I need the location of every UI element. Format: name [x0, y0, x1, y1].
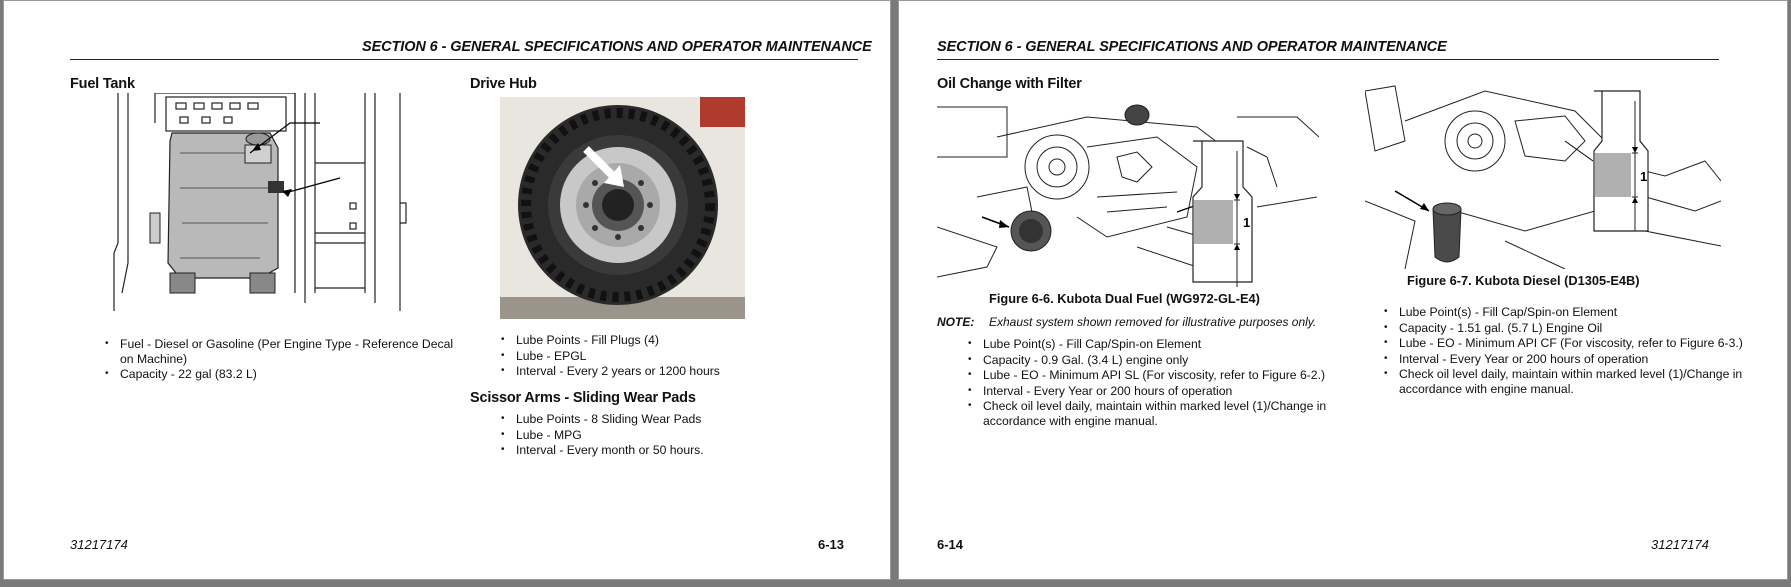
section-header: SECTION 6 - GENERAL SPECIFICATIONS AND OPERATOR MAINTENANCE	[362, 39, 872, 55]
list-item: • Capacity - 0.9 Gal. (3.4 L) engine only	[967, 353, 1337, 368]
header-rule	[937, 59, 1719, 60]
list-item: • Interval - Every Year or 200 hours of operation	[1383, 352, 1753, 367]
kubota-diesel-figure	[1365, 81, 1721, 269]
dipstick-marker-1: 1	[1243, 215, 1251, 230]
list-item: • Lube Point(s) - Fill Cap/Spin-on Element	[967, 337, 1337, 352]
list-item: • Lube Point(s) - Fill Cap/Spin-on Element	[1383, 305, 1753, 320]
list-item: • Lube - EO - Minimum API SL (For viscosity, refer to Figure 6-2.)	[967, 368, 1337, 383]
page-number: 6-13	[818, 537, 845, 552]
fuel-tank-figure	[110, 93, 410, 311]
note-label: NOTE:	[937, 315, 975, 329]
list-item: • Lube - EO - Minimum API CF (For viscosity, refer to Figure 6-3.)	[1383, 336, 1753, 351]
list-item: • Lube - MPG	[500, 428, 840, 443]
oil-change-list	[967, 337, 1337, 429]
list-item: • Fuel - Diesel or Gasoline (Per Engine Type - Reference Decal on Machine)	[104, 337, 464, 366]
list-item: • Check oil level daily, maintain within marked level (1)/Change in accordance with engine manual.	[967, 399, 1337, 428]
drive-hub-figure	[500, 97, 745, 319]
list-item: • Capacity - 1.51 gal. (5.7 L) Engine Oil	[1383, 321, 1753, 336]
diesel-list	[1383, 305, 1753, 397]
list-item: • Interval - Every 2 years or 1200 hours	[500, 364, 840, 379]
oil-change-heading: Oil Change with Filter	[937, 76, 1082, 92]
dipstick-marker-1: 1	[1640, 169, 1648, 184]
drive-hub-list	[500, 333, 840, 380]
section-header: SECTION 6 - GENERAL SPECIFICATIONS AND OPERATOR MAINTENANCE	[937, 39, 1447, 55]
list-item: • Interval - Every month or 50 hours.	[500, 443, 840, 458]
figure-6-6-caption: Figure 6-6. Kubota Dual Fuel (WG972-GL-E4)	[989, 291, 1260, 306]
scissor-arms-list	[500, 412, 840, 459]
note-text: Exhaust system shown removed for illustrative purposes only.	[989, 315, 1317, 329]
list-item: • Interval - Every Year or 200 hours of operation	[967, 384, 1337, 399]
document-number: 31217174	[70, 537, 128, 552]
figure-6-7-caption: Figure 6-7. Kubota Diesel (D1305-E4B)	[1407, 273, 1640, 288]
list-item: • Check oil level daily, maintain within marked level (1)/Change in accordance with engine manual.	[1383, 367, 1753, 396]
header-rule	[70, 59, 858, 60]
fuel-tank-list	[104, 337, 464, 383]
list-item: • Lube - EPGL	[500, 349, 840, 364]
kubota-dual-fuel-figure	[937, 97, 1319, 287]
document-number: 31217174	[1651, 537, 1709, 552]
page-number: 6-14	[937, 537, 964, 552]
drive-hub-heading: Drive Hub	[470, 76, 537, 92]
list-item: • Lube Points - Fill Plugs (4)	[500, 333, 840, 348]
page-6-13	[3, 0, 891, 580]
fuel-tank-heading: Fuel Tank	[70, 76, 135, 92]
list-item: • Lube Points - 8 Sliding Wear Pads	[500, 412, 840, 427]
scissor-arms-heading: Scissor Arms - Sliding Wear Pads	[470, 390, 696, 406]
page-6-14	[898, 0, 1788, 580]
list-item: • Capacity - 22 gal (83.2 L)	[104, 367, 464, 382]
